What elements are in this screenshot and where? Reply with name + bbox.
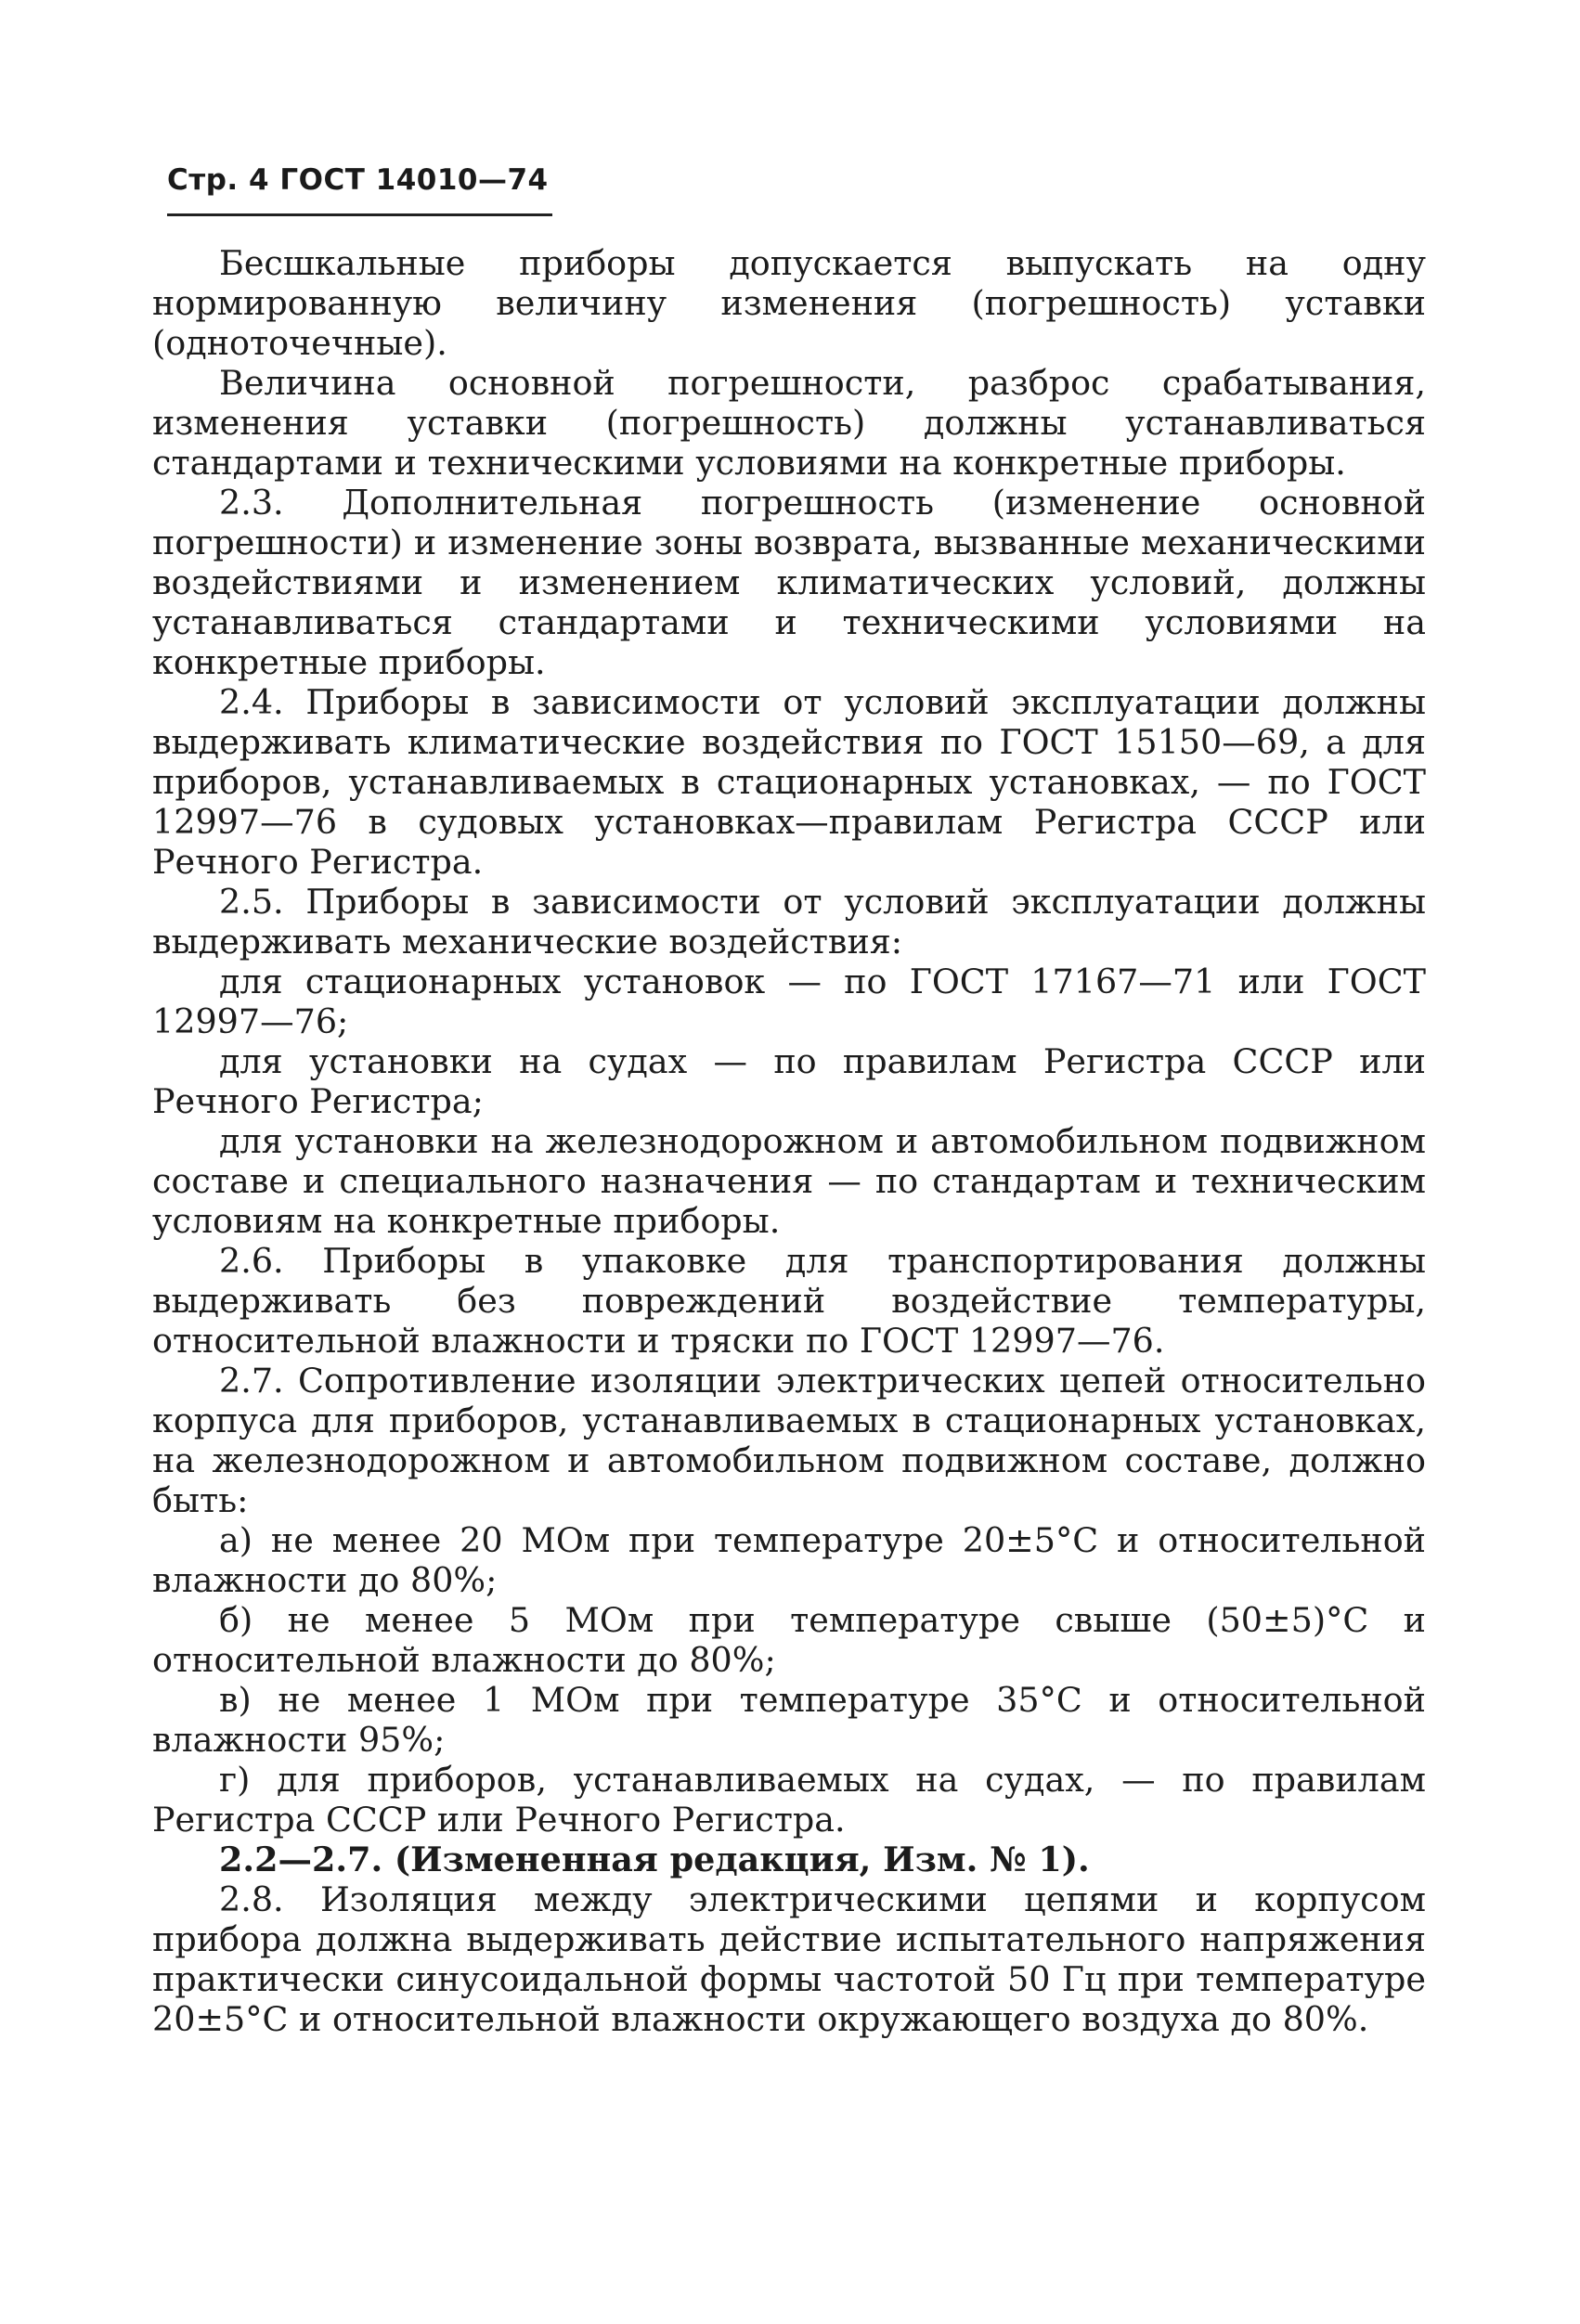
- header-rule: [167, 213, 552, 216]
- paragraph-2-7: 2.7. Сопротивление изоляции электрических цепей относительно корпуса для приборов, устанавливаемых в стационарных установках, на железнодорожном и автомобильном подвижном составе, должно быть:: [152, 1361, 1426, 1520]
- paragraph-2-6: 2.6. Приборы в упаковке для транспортирования должны выдерживать без повреждений воздействие температуры, относительной влажности и тряски по ГОСТ 12997—76.: [152, 1241, 1426, 1361]
- standard-designation: ГОСТ 14010—74: [279, 163, 549, 197]
- page-header: [167, 163, 549, 197]
- list-item-a: а) не менее 20 МОм при температуре 20±5°С и относительной влажности до 80%;: [152, 1520, 1426, 1600]
- list-item-g: г) для приборов, устанавливаемых на судах, — по правилам Регистра СССР или Речного Регистра.: [152, 1760, 1426, 1840]
- paragraph-stationary: для стационарных установок — по ГОСТ 17167—71 или ГОСТ 12997—76;: [152, 962, 1426, 1041]
- amendment-note: 2.2—2.7. (Измененная редакция, Изм. № 1).: [219, 1840, 1090, 1879]
- paragraph-2-5: 2.5. Приборы в зависимости от условий эксплуатации должны выдерживать механические воздействия:: [152, 882, 1426, 962]
- paragraph-rolling-stock: для установки на железнодорожном и автомобильном подвижном составе и специального назначения — по стандартам и техническим условиям на конкретные приборы.: [152, 1121, 1426, 1241]
- paragraph-unscaled-devices: Бесшкальные приборы допускается выпускать на одну нормированную величину изменения (погрешность) уставки (одноточечные).: [152, 243, 1426, 363]
- page-number-label: Стр. 4: [167, 163, 270, 197]
- paragraph-error-magnitude: Величина основной погрешности, разброс срабатывания, изменения уставки (погрешность) должны устанавливаться стандартами и техническими условиями на конкретные приборы.: [152, 363, 1426, 483]
- paragraph-2-3: 2.3. Дополнительная погрешность (изменение основной погрешности) и изменение зоны возврата, вызванные механическими воздействиями и изменением климатических условий, должны устанавливаться стандартами и техническими условиями на конкретные приборы.: [152, 483, 1426, 682]
- paragraph-2-8: 2.8. Изоляция между электрическими цепями и корпусом прибора должна выдерживать действие испытательного напряжения практически синусоидальной формы частотой 50 Гц при температуре 20±5°С и относительной влажности окружающего воздуха до 80%.: [152, 1879, 1426, 2039]
- document-body: [152, 243, 1426, 2039]
- list-item-b: б) не менее 5 МОм при температуре свыше (50±5)°С и относительной влажности до 80%;: [152, 1600, 1426, 1680]
- paragraph-ships: для установки на судах — по правилам Регистра СССР или Речного Регистра;: [152, 1041, 1426, 1121]
- list-item-v: в) не менее 1 МОм при температуре 35°С и относительной влажности 95%;: [152, 1680, 1426, 1760]
- paragraph-2-4: 2.4. Приборы в зависимости от условий эксплуатации должны выдерживать климатические воздействия по ГОСТ 15150—69, а для приборов, устанавливаемых в стационарных установках, — по ГОСТ 12997—76 в судовых установках—правилам Регистра СССР или Речного Регистра.: [152, 682, 1426, 882]
